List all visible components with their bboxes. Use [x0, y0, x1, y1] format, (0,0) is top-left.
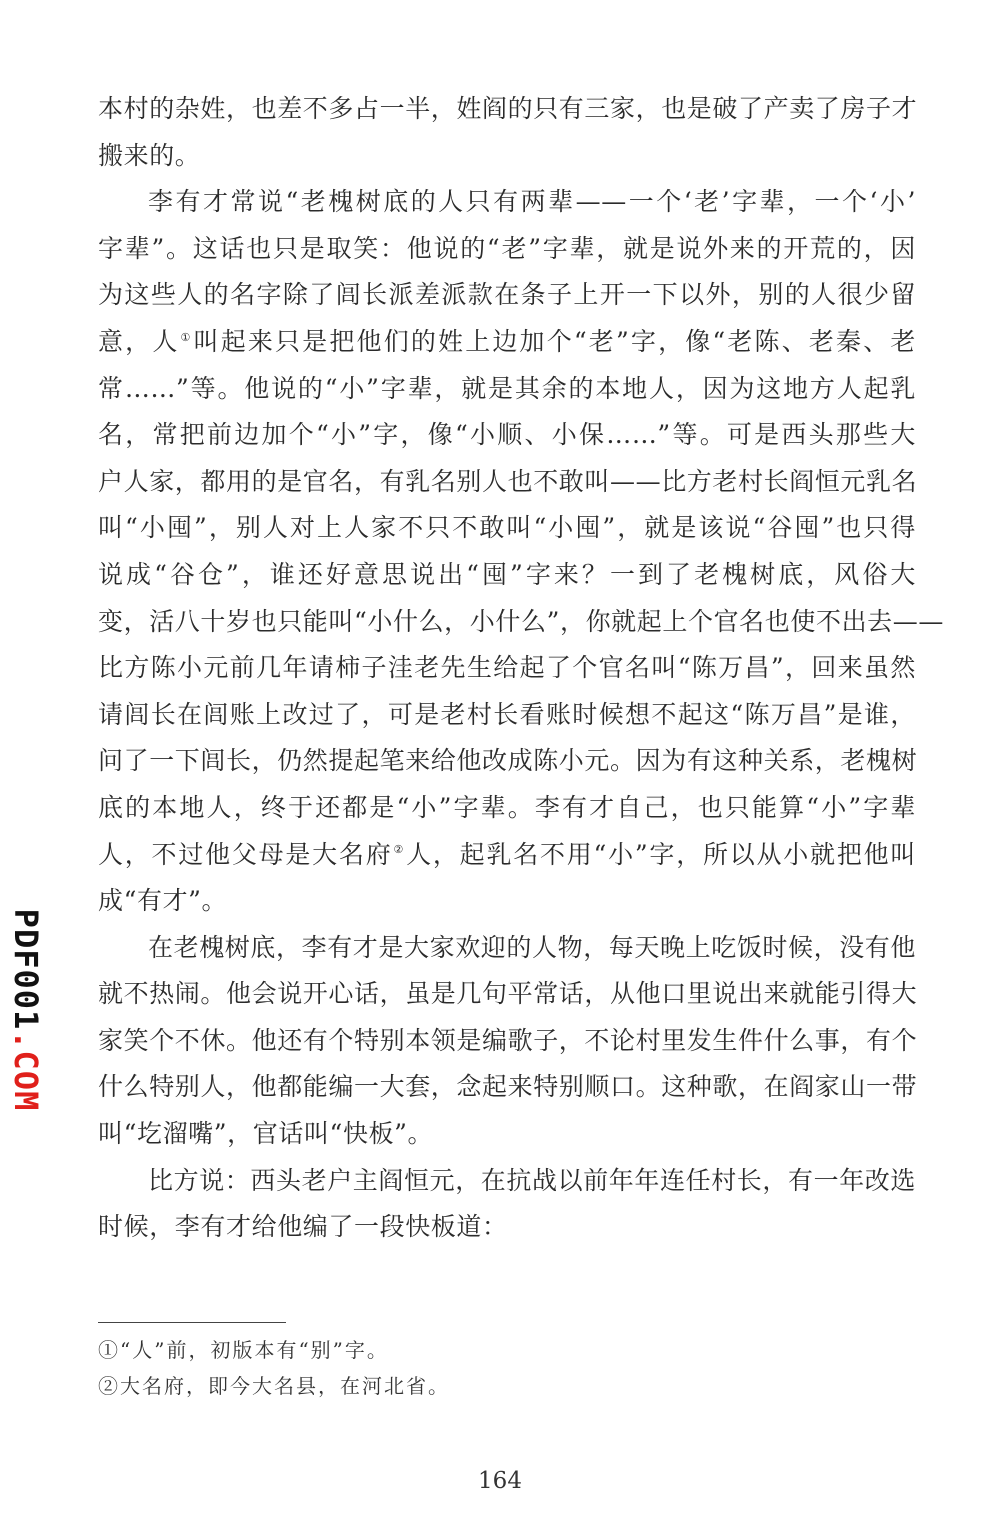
- body-line: [98, 832, 916, 879]
- watermark-logo: [6, 900, 46, 1120]
- body-line: 变，活八十岁也只能叫“小什么，小什么”，你就起上个官名也使不出去——: [98, 606, 944, 636]
- body-line: 李有才常说“老槐树底的人只有两辈——一个‘老’字辈，一个‘小’: [148, 187, 916, 217]
- body-line: [98, 319, 916, 366]
- page-number: 164: [478, 1468, 522, 1494]
- body-line: 时候，李有才给他编了一段快板道：: [98, 1212, 508, 1242]
- body-line: 常……”等。他说的“小”字辈，就是其余的本地人，因为这地方人起乳: [98, 373, 916, 403]
- body-line: 家笑个不休。他还有个特别本领是编歌子，不论村里发生件什么事，有个: [98, 1025, 918, 1055]
- body-line: 就不热闹。他会说开心话，虽是几句平常话，从他口里说出来就能引得大: [98, 979, 918, 1009]
- body-line-segment: 人，不过他父母是大名府: [98, 839, 393, 869]
- body-line: 叫“小囤”，别人对上人家不只不敢叫“小囤”，就是该说“谷囤”也只得: [98, 513, 916, 543]
- footnotes: [98, 1332, 798, 1404]
- body-line-segment: 人，起乳名不用“小”字，所以从小就把他叫: [406, 839, 916, 869]
- body-line: 搬来的。: [98, 140, 201, 170]
- body-line: 本村的杂姓，也差不多占一半，姓阎的只有三家，也是破了产卖了房子才: [98, 94, 918, 123]
- footnote-item: ①“人”前，初版本有“别”字。: [98, 1338, 389, 1362]
- body-line: 为这些人的名字除了闾长派差派款在条子上开一下以外，别的人很少留: [98, 280, 916, 310]
- body-line: 什么特别人，他都能编一大套，念起来特别顺口。这种歌，在阎家山一带: [98, 1072, 918, 1102]
- body-line: 叫“圪溜嘴”，官话叫“快板”。: [98, 1119, 434, 1149]
- body-line: 成“有才”。: [98, 886, 228, 916]
- body-line: 户人家，都用的是官名，有乳名别人也不敢叫——比方老村长阎恒元乳名: [98, 466, 918, 496]
- body-line: 比方说：西头老户主阎恒元，在抗战以前年年连任村长，有一年改选: [148, 1165, 917, 1195]
- body-line: 底的本地人，终于还都是“小”字辈。李有才自己，也只能算“小”字辈: [98, 792, 916, 822]
- body-line: 字辈”。这话也只是取笑：他说的“老”字辈，就是说外来的开荒的，因: [98, 233, 916, 263]
- body-line-segment: 叫起来只是把他们的姓上边加个“老”字，像“老陈、老秦、老: [193, 326, 916, 356]
- body-text: [98, 86, 944, 1251]
- body-line: 问了一下闾长，仍然提起笔来给他改成陈小元。因为有这种关系，老槐树: [98, 746, 918, 776]
- body-line: 说成“谷仓”，谁还好意思说出“囤”字来？一到了老槐树底，风俗大: [98, 559, 916, 589]
- body-line: 名，常把前边加个“小”字，像“小顺、小保……”等。可是西头那些大: [98, 420, 916, 450]
- watermark-part: PDF001: [7, 908, 45, 1031]
- body-line: 在老槐树底，李有才是大家欢迎的人物，每天晚上吃饭时候，没有他: [148, 932, 917, 962]
- body-line: 比方陈小元前几年请柿子洼老先生给起了个官名叫“陈万昌”，回来虽然: [98, 653, 916, 683]
- body-line-segment: 意，人: [98, 326, 180, 356]
- watermark-accent: .COM: [7, 1030, 45, 1112]
- body-line: 请闾长在闾账上改过了，可是老村长看账时候想不起这“陈万昌”是谁，: [98, 699, 916, 729]
- footnote-marker[interactable]: ①: [180, 330, 193, 344]
- footnote-marker[interactable]: ②: [393, 843, 406, 857]
- footnote-divider: [98, 1322, 286, 1323]
- footnote-item: ②大名府，即今大名县，在河北省。: [98, 1374, 450, 1398]
- watermark-text: [7, 909, 45, 1112]
